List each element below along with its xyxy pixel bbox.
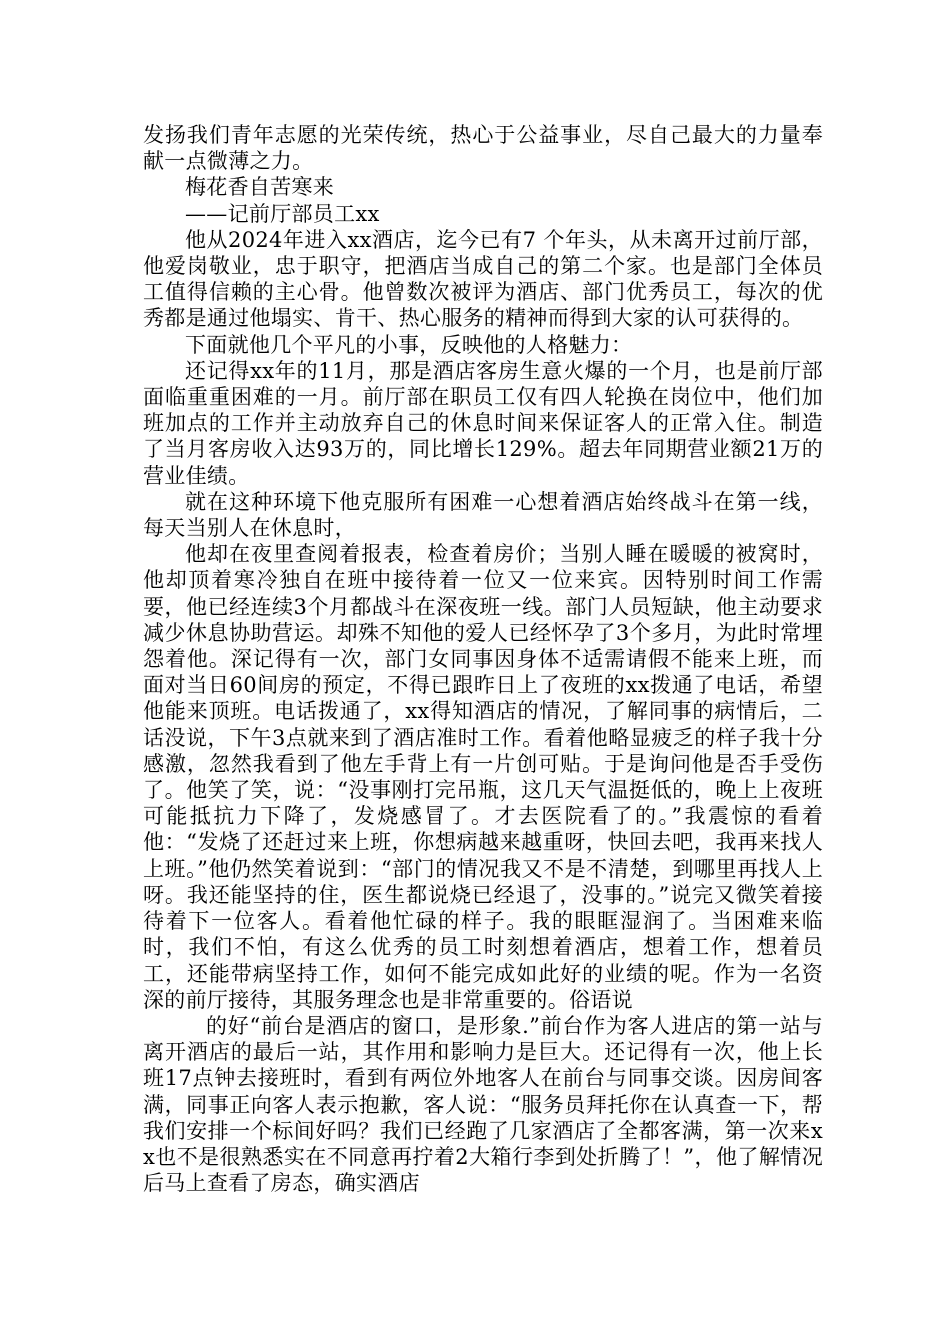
paragraph-continuation: 发扬我们青年志愿的光荣传统，热心于公益事业，尽自己最大的力量奉献一点微薄之力。 [143,123,823,174]
paragraph: 他却在夜里查阅着报表，检查着房价；当别人睡在暖暖的被窝时，他却顶着寒冷独自在班中接待着一位又一位来宾。因特别时间工作需要，他已经连续3个月都战斗在深夜班一线。部门人员短缺，他主动要求减少休息协助营运。却殊不知他的爱人已经怀孕了3个多月，为此时常埋怨着他。深记得有一次，部门女同事因身体不适需请假不能来上班，而面对当日60间房的预定，不得已跟昨日上了夜班的xx拨通了电话，希望他能来顶班。电话拨通了，xx得知酒店的情况，了解同事的病情后，二话没说，下午3点就来到了酒店准时工作。看着他略显疲乏的样子我十分感激，忽然我看到了他左手背上有一片创可贴。于是询问他是否手受伤了。他笑了笑，说：“没事刚打完吊瓶，这几天气温挺低的，晚上上夜班可能抵抗力下降了，发烧感冒了。才去医院看了的。”我震惊的看着他：“发烧了还赶过来上班，你想病越来越重呀，快回去吧，我再来找人上班。”他仍然笑着说到：“部门的情况我又不是不清楚，到哪里再找人上呀。我还能坚持的住，医生都说烧已经退了，没事的。”说完又微笑着接待着下一位客人。看着他忙碌的样子。我的眼眶湿润了。当困难来临时，我们不怕，有这么优秀的员工时刻想着酒店，想着工作，想着员工，还能带病坚持工作，如何不能完成如此好的业绩的呢。作为一名资深的前厅接待，其服务理念也是非常重要的。俗语说 [143,542,823,1012]
paragraph: 就在这种环境下他克服所有困难一心想着酒店始终战斗在第一线，每天当别人在休息时， [143,489,823,541]
article-subtitle: ——记前厅部员工xx [185,201,380,226]
document-body [143,122,823,1196]
paragraph: 下面就他几个平凡的小事，反映他的人格魅力： [185,332,633,357]
paragraph: 他从2024年进入xx酒店，迄今已有7 个年头，从未离开过前厅部，他爱岗敬业，忠于职守，把酒店当成自己的第二个家。也是部门全体员工值得信赖的主心骨。他曾数次被评为酒店、部门优秀员工，每次的优秀都是通过他塌实、肯干、热心服务的精神而得到大家的认可获得的。 [143,227,823,331]
article-title: 梅花香自苦寒来 [185,175,335,200]
paragraph: 还记得xx年的11月，那是酒店客房生意火爆的一个月，也是前厅部面临重重困难的一月。前厅部在职员工仅有四人轮换在岗位中，他们加班加点的工作并主动放弃自己的休息时间来保证客人的正常入住。制造了当月客房收入达93万的，同比增长129%。超去年同期营业额21万的营业佳绩。 [143,358,823,488]
paragraph: 的好“前台是酒店的窗口，是形象.”前台作为客人进店的第一站与离开酒店的最后一站，其作用和影响力是巨大。还记得有一次，他上长班17点钟去接班时，看到有两位外地客人在前台与同事交谈。因房间客满，同事正向客人表示抱歉，客人说：“服务员拜托你在认真查一下，帮我们安排一个标间好吗？我们已经跑了几家酒店了全都客满，第一次来xx也不是很熟悉实在不同意再拧着2大箱行李到处折腾了！”，他了解情况后马上查看了房态，确实酒店 [143,1013,823,1196]
